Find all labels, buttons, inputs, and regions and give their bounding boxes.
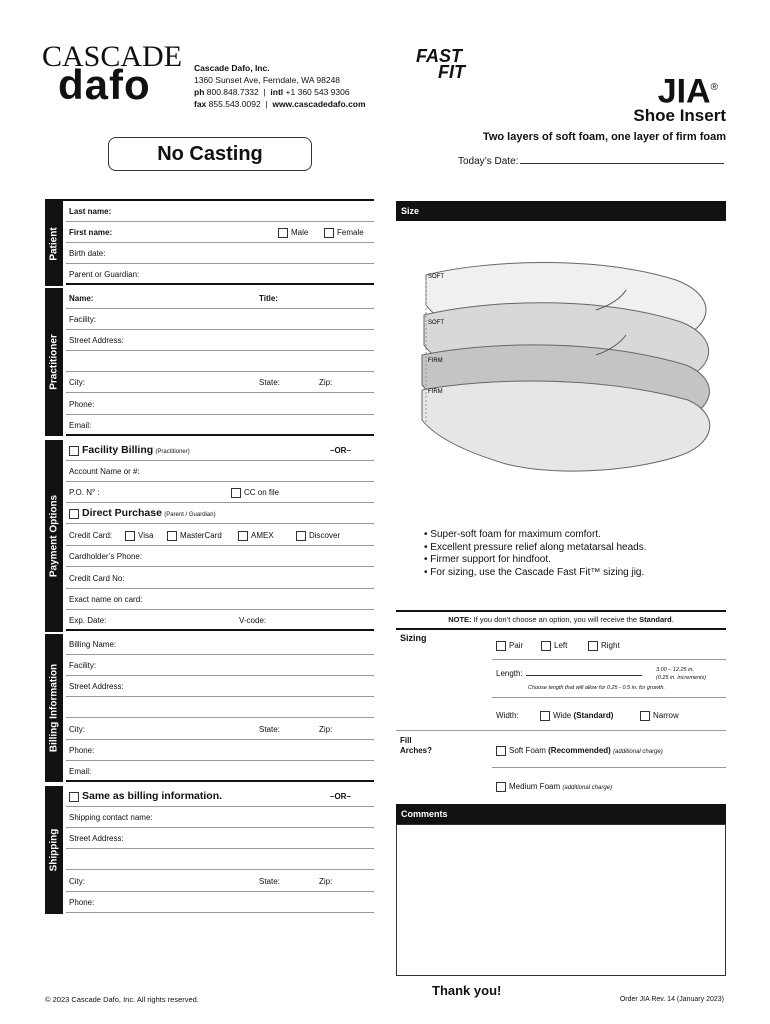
intl-label: intl	[270, 87, 284, 97]
left-label: Left	[554, 641, 568, 651]
billing-email[interactable]	[66, 761, 374, 782]
billing-city-label: City:	[69, 725, 85, 734]
billing-facility-label: Facility:	[69, 661, 97, 670]
pract-facility-label: Facility:	[69, 315, 97, 324]
comments-header: Comments	[396, 804, 726, 824]
pair-label: Pair	[509, 641, 524, 651]
mastercard-checkbox[interactable]	[167, 531, 177, 541]
copyright: © 2023 Cascade Dafo, Inc. All rights reserved.	[45, 995, 199, 1004]
facility-billing-label: Facility Billing	[82, 444, 154, 456]
feature-bullets	[424, 529, 647, 579]
street-address: 1360 Sunset Ave, Ferndale, WA 98248	[194, 75, 341, 85]
exact-name-on-card[interactable]	[66, 589, 374, 610]
length-field[interactable]	[496, 669, 642, 678]
or-label-2: –OR–	[330, 792, 351, 801]
fastfit-bottom: FIT	[438, 62, 465, 82]
patient-last-name[interactable]	[66, 201, 374, 222]
billing-phone-label: Phone:	[69, 746, 95, 755]
shipping-street-2[interactable]	[66, 849, 374, 870]
divider	[492, 697, 726, 698]
po-label: P.O. N° :	[69, 488, 100, 497]
narrow-checkbox[interactable]	[640, 711, 650, 721]
discover-option[interactable]	[296, 525, 340, 546]
billing-street-2[interactable]	[66, 697, 374, 718]
vcode-label: V-code:	[239, 616, 267, 625]
exp-label: Exp. Date:	[69, 616, 107, 625]
wide-checkbox[interactable]	[540, 711, 550, 721]
pract-state-label: State:	[259, 378, 280, 387]
po-number[interactable]	[66, 482, 374, 503]
right-option[interactable]	[588, 641, 620, 651]
section-shipping: Shipping	[45, 786, 63, 914]
fill-label: Fill	[400, 736, 412, 745]
narrow-label: Narrow	[653, 711, 679, 721]
section-practitioner: Practitioner	[45, 288, 63, 436]
note-text: If you don’t choose an option, you will receive the	[473, 615, 638, 624]
intl-phone: +1 360 543 9306	[285, 87, 350, 97]
soft-foam-label: Soft Foam	[509, 746, 546, 756]
thank-you: Thank you!	[432, 983, 502, 998]
billing-city[interactable]	[66, 719, 374, 740]
billing-state-label: State:	[259, 725, 280, 734]
pair-option[interactable]	[496, 641, 523, 651]
soft-foam-option[interactable]	[496, 746, 663, 756]
visa-checkbox[interactable]	[125, 531, 135, 541]
today-label: Today’s Date:	[458, 156, 519, 167]
shipping-street[interactable]	[66, 828, 374, 849]
bullet-1: • Super-soft foam for maximum comfort.	[424, 529, 601, 540]
female-option[interactable]	[324, 222, 364, 243]
pract-city-label: City:	[69, 378, 85, 387]
shipping-city[interactable]	[66, 871, 374, 892]
company-address	[194, 62, 366, 110]
size-note: NOTE: If you don’t choose an option, you will receive the Standard.	[396, 610, 726, 630]
practitioner-facility[interactable]	[66, 309, 374, 330]
last-name-label: Last name:	[69, 207, 112, 216]
insert-layers-illustration	[396, 250, 726, 480]
layer-label: FIRM	[428, 358, 443, 364]
company-name: Cascade Dafo, Inc.	[194, 63, 270, 73]
date-line	[520, 163, 724, 164]
product-title: JIA	[657, 72, 711, 111]
sizing-label: Sizing	[400, 633, 427, 643]
pract-title-label: Title:	[259, 294, 278, 303]
exact-name-label: Exact name on card:	[69, 595, 143, 604]
ph-label: ph	[194, 87, 205, 97]
length-line	[526, 675, 642, 676]
pract-street-label: Street Address:	[69, 336, 124, 345]
mastercard-label: MasterCard	[180, 531, 222, 540]
section-payment: Payment Options	[45, 440, 63, 632]
wide-label: Wide	[553, 711, 572, 721]
wide-option[interactable]	[540, 711, 613, 721]
credit-card-type[interactable]	[66, 525, 374, 546]
product-subtitle: Shoe Insert	[633, 106, 726, 125]
contact-line-2: fax 855.543.0092 | www.cascadedafo.com	[194, 99, 366, 109]
shipping-contact-label: Shipping contact name:	[69, 813, 153, 822]
note-standard: Standard	[639, 615, 672, 624]
fax-label: fax	[194, 99, 207, 109]
billing-name-label: Billing Name:	[69, 640, 117, 649]
divider	[492, 659, 726, 660]
facility-billing-checkbox[interactable]	[69, 446, 79, 456]
card-no-label: Credit Card No:	[69, 574, 125, 583]
amex-option[interactable]	[238, 525, 274, 546]
bullet-2: • Excellent pressure relief along metatarsal heads.	[424, 541, 647, 553]
medium-foam-option[interactable]	[496, 782, 612, 792]
same-as-billing-checkbox[interactable]	[69, 792, 79, 802]
cc-on-file-checkbox[interactable]	[231, 488, 241, 498]
direct-purchase-option[interactable]	[66, 503, 374, 524]
credit-card-number[interactable]	[66, 568, 374, 589]
practitioner-email[interactable]	[66, 415, 374, 436]
soft-foam-checkbox[interactable]	[496, 746, 506, 756]
exp-date[interactable]	[66, 610, 374, 631]
billing-zip-label: Zip:	[319, 725, 333, 734]
length-range-text: 3.00 – 12.25 in.	[656, 667, 694, 673]
billing-street-label: Street Address:	[69, 682, 124, 691]
visa-option[interactable]	[125, 525, 153, 546]
add-charge-2: (additional charge)	[562, 785, 613, 792]
no-casting-box: No Casting	[108, 137, 312, 171]
logo-cascade: CASCADE	[42, 40, 183, 73]
practitioner-phone[interactable]	[66, 394, 374, 415]
note-label: NOTE:	[448, 615, 472, 624]
male-checkbox[interactable]	[278, 228, 288, 238]
first-name-label: First name:	[69, 228, 113, 237]
billing-name[interactable]	[66, 634, 374, 655]
add-charge-1: (additional charge)	[613, 749, 663, 756]
female-label: Female	[337, 228, 364, 237]
male-label: Male	[291, 228, 309, 237]
pract-zip-label: Zip:	[319, 378, 333, 387]
contact-line-1: ph 800.848.7332 | intl +1 360 543 9306	[194, 87, 350, 97]
visa-label: Visa	[138, 531, 154, 540]
direct-purchase-note: (Parent / Guardian)	[164, 512, 216, 518]
size-header: Size	[396, 201, 726, 221]
practitioner-name[interactable]	[66, 288, 374, 309]
standard-label: (Standard)	[573, 711, 614, 721]
amex-checkbox[interactable]	[238, 531, 248, 541]
direct-purchase-label: Direct Purchase	[82, 507, 162, 519]
length-label: Length:	[496, 669, 523, 678]
logo-dafo: dafo	[58, 61, 151, 108]
cc-on-file-option[interactable]	[231, 482, 279, 503]
product-name	[658, 70, 718, 109]
shipping-zip-label: Zip:	[319, 877, 333, 886]
practitioner-street-2[interactable]	[66, 351, 374, 372]
recommended-label: (Recommended)	[548, 746, 611, 756]
fastfit-logo	[398, 48, 465, 80]
shipping-phone[interactable]	[66, 892, 374, 913]
billing-email-label: Email:	[69, 767, 92, 776]
layer-label: SOFT	[428, 320, 444, 326]
billing-phone[interactable]	[66, 740, 374, 761]
medium-foam-checkbox[interactable]	[496, 782, 506, 792]
section-patient: Patient	[45, 201, 63, 286]
same-as-billing-option[interactable]	[66, 786, 374, 807]
amex-label: AMEX	[251, 531, 274, 540]
left-checkbox[interactable]	[541, 641, 551, 651]
female-checkbox[interactable]	[324, 228, 334, 238]
length-note: Choose length that will allow for 0.25 - 0.5 in. for growth.	[528, 685, 665, 691]
reg-mark: ®	[710, 82, 718, 93]
mastercard-option[interactable]	[167, 525, 222, 546]
layer-label: FIRM	[428, 389, 443, 395]
pract-name-label: Name:	[69, 294, 94, 303]
fax: 855.543.0092	[208, 99, 261, 109]
discover-label: Discover	[309, 531, 341, 540]
length-incr-text: (0.25 in. increments)	[656, 675, 707, 681]
fastfit-top: FAST	[416, 46, 463, 66]
right-checkbox[interactable]	[588, 641, 598, 651]
phone: 800.848.7332	[206, 87, 259, 97]
bullet-3: • Firmer support for hindfoot.	[424, 554, 551, 565]
cc-on-file-label: CC on file	[244, 488, 280, 497]
shipping-contact[interactable]	[66, 807, 374, 828]
narrow-option[interactable]	[640, 711, 679, 721]
shipping-state-label: State:	[259, 877, 280, 886]
width-label: Width:	[496, 711, 519, 720]
shipping-city-label: City:	[69, 877, 85, 886]
fill-arches-label	[400, 736, 432, 756]
left-option[interactable]	[541, 641, 567, 651]
practitioner-street[interactable]	[66, 330, 374, 351]
divider	[492, 767, 726, 768]
revision: Order JIA Rev. 14 (January 2023)	[619, 996, 724, 1003]
or-label-1: –OR–	[330, 446, 351, 455]
billing-street[interactable]	[66, 676, 374, 697]
practitioner-city[interactable]	[66, 372, 374, 393]
direct-purchase-checkbox[interactable]	[69, 509, 79, 519]
todays-date-field[interactable]	[458, 156, 726, 167]
birth-label: Birth date:	[69, 249, 106, 258]
length-range	[656, 666, 706, 682]
shipping-phone-label: Phone:	[69, 898, 95, 907]
cardholder-phone[interactable]	[66, 546, 374, 567]
same-as-billing-label: Same as billing information.	[82, 790, 223, 802]
shipping-street-label: Street Address:	[69, 834, 124, 843]
bullet-4: • For sizing, use the Cascade Fast Fit™ sizing jig.	[424, 566, 645, 578]
guardian-label: Parent or Guardian:	[69, 270, 140, 279]
section-billing: Billing Information	[45, 634, 63, 782]
patient-birth-date[interactable]	[66, 243, 374, 264]
facility-billing-option[interactable]	[66, 440, 374, 461]
discover-checkbox[interactable]	[296, 531, 306, 541]
pract-email-label: Email:	[69, 421, 92, 430]
pair-checkbox[interactable]	[496, 641, 506, 651]
comments-textarea[interactable]	[396, 824, 726, 976]
patient-first-name[interactable]	[66, 222, 374, 243]
tagline: Two layers of soft foam, one layer of firm foam	[482, 131, 726, 143]
credit-card-label: Credit Card:	[69, 531, 113, 540]
medium-foam-label: Medium Foam	[509, 782, 561, 792]
account-name[interactable]	[66, 461, 374, 482]
billing-facility[interactable]	[66, 655, 374, 676]
right-label: Right	[601, 641, 620, 651]
layer-label: SOFT	[428, 274, 444, 280]
pract-phone-label: Phone:	[69, 400, 95, 409]
male-option[interactable]	[278, 222, 308, 243]
website: www.cascadedafo.com	[272, 99, 366, 109]
arches-label: Arches?	[400, 746, 433, 755]
account-label: Account Name or #:	[69, 467, 140, 476]
holder-phone-label: Cardholder’s Phone:	[69, 552, 143, 561]
patient-guardian[interactable]	[66, 264, 374, 285]
facility-billing-note: (Practitioner)	[155, 449, 190, 455]
divider	[396, 730, 726, 731]
